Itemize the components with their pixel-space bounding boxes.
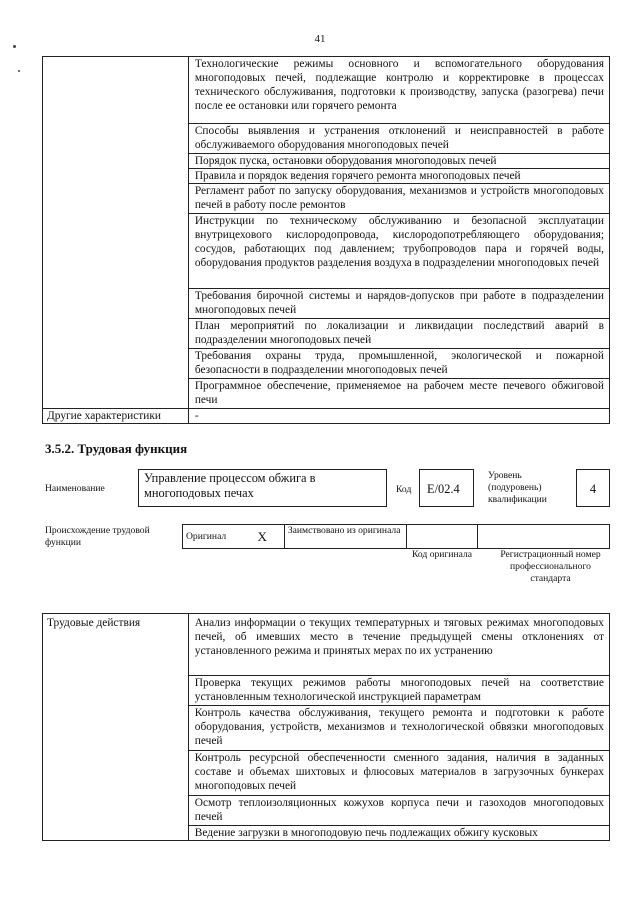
knowledge-table bbox=[42, 56, 610, 424]
action-row: Ведение загрузки в многоподовую печь подлежащих обжигу кусковых bbox=[188, 826, 609, 841]
origin-label: Происхождение трудовой функции bbox=[45, 525, 150, 548]
knowledge-row: Инструкции по техническому обслуживанию и безопасной эксплуатации внутрицехового кислородопровода, кислородопотребляющего оборудования; сосудов, работающих под давлением; трубопроводов пара и горячей воды, оборудования продуктов разделения воздуха в подразделении многоподовых печей bbox=[188, 214, 609, 289]
section-title: 3.5.2. Трудовая функция bbox=[45, 441, 188, 456]
name-label: Наименование bbox=[45, 483, 105, 494]
function-name-box bbox=[138, 469, 387, 507]
knowledge-row: Технологические режимы основного и вспомогательного оборудования многоподовых печей, подлежащие контролю и корректировке в процессах технического обслуживания, подготовки к производству, запуска (разогрева) печи после ее остановки или горячего ремонта bbox=[188, 57, 609, 124]
original-code-cell bbox=[406, 525, 478, 549]
code-box bbox=[419, 469, 474, 507]
knowledge-row: Правила и порядок ведения горячего ремонта многоподовых печей bbox=[188, 169, 609, 184]
action-row: Осмотр теплоизоляционных кожухов корпуса печи и газоходов многоподовых печей bbox=[188, 796, 609, 826]
original-mark: X bbox=[240, 525, 284, 549]
action-row: Анализ информации о текущих температурных и тяговых режимах многоподовых печей, об имевших место в течение предыдущей смены отклонениях от установленного режима и принятых мерах по их устранению bbox=[188, 614, 609, 676]
borrowed-label: Заимствовано из оригинала bbox=[284, 525, 406, 549]
function-name: Управление процессом обжига в многоподовых печах bbox=[144, 471, 316, 500]
knowledge-row: Регламент работ по запуску оборудования, механизмов и устройств многоподовых печей в работу после ремонтов bbox=[188, 184, 609, 214]
knowledge-row: План мероприятий по локализации и ликвидации последствий аварий в подразделении многоподовых печей bbox=[188, 319, 609, 349]
other-characteristics-value: - bbox=[188, 409, 609, 424]
level-value: 4 bbox=[589, 482, 597, 496]
code-value: E/02.4 bbox=[427, 482, 460, 496]
level-box bbox=[576, 469, 610, 507]
code-caption: Код оригинала bbox=[411, 549, 473, 560]
knowledge-row: Программное обеспечение, применяемое на рабочем месте печевого обжиговой печи bbox=[188, 379, 609, 409]
knowledge-row: Требования охраны труда, промышленной, экологической и пожарной безопасности в подразделении многоподовых печей bbox=[188, 349, 609, 379]
origin-table bbox=[182, 524, 610, 549]
knowledge-row: Способы выявления и устранения отклонений и неисправностей в работе обслуживаемого оборудования многоподовых печей bbox=[188, 124, 609, 154]
level-label: Уровень (подуровень) квалификации bbox=[488, 470, 547, 505]
knowledge-label-cell bbox=[43, 57, 189, 409]
registration-number-cell bbox=[478, 525, 610, 549]
registration-caption: Регистрационный номер профессионального стандарта bbox=[500, 549, 601, 584]
code-label: Код bbox=[396, 484, 412, 495]
original-label: Оригинал bbox=[183, 525, 241, 549]
action-row: Контроль качества обслуживания, текущего ремонта и подготовки к работе оборудования, устройств, механизмов и технологической обвязки многоподовых печей bbox=[188, 706, 609, 751]
action-row: Контроль ресурсной обеспеченности сменного задания, наличия в заданных составе и объемах шихтовых и флюсовых материалов в загрузочных бункерах многоподовых печей bbox=[188, 751, 609, 796]
page-number: 41 bbox=[314, 33, 326, 45]
actions-table bbox=[42, 613, 610, 841]
knowledge-row: Требования бирочной системы и нарядов-допусков при работе в подразделении многоподовых печей bbox=[188, 289, 609, 319]
other-characteristics-label: Другие характеристики bbox=[43, 409, 189, 424]
scan-speck bbox=[18, 70, 20, 72]
actions-label: Трудовые действия bbox=[43, 614, 189, 841]
scan-speck bbox=[13, 45, 16, 48]
action-row: Проверка текущих режимов работы многоподовых печей на соответствие установленным технологической инструкцией параметрам bbox=[188, 676, 609, 706]
knowledge-row: Порядок пуска, остановки оборудования многоподовых печей bbox=[188, 154, 609, 169]
